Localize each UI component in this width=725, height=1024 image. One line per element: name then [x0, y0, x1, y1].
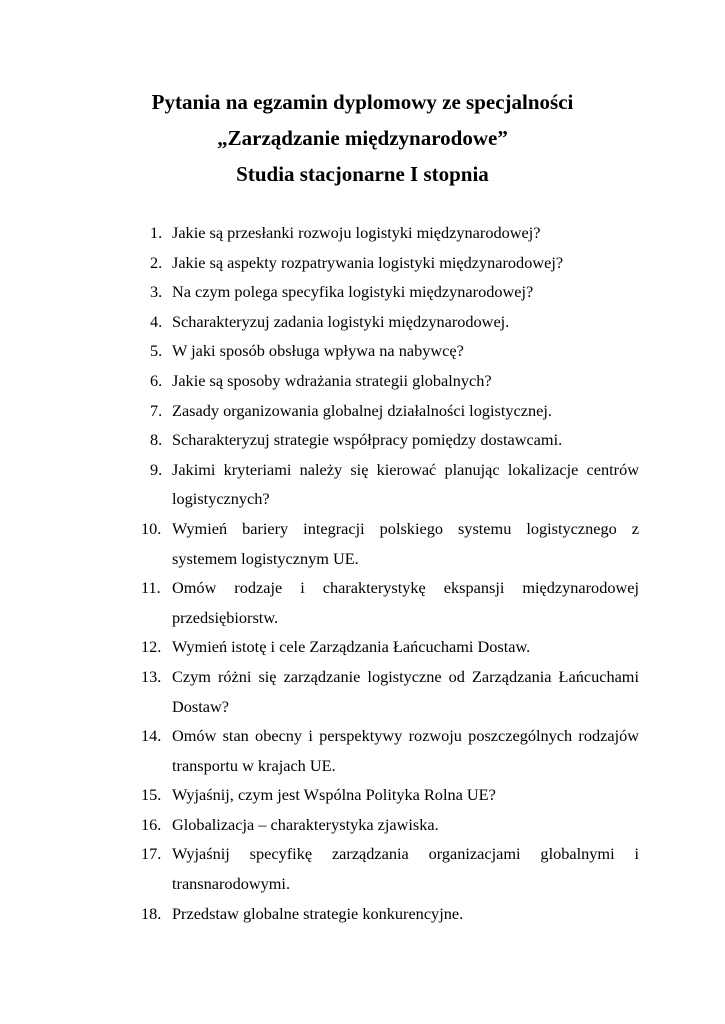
question-number: 12.: [141, 637, 162, 657]
list-item: [141, 780, 639, 810]
question-text: Wyjaśnij, czym jest Wspólna Polityka Rolna UE?: [172, 785, 496, 805]
list-item: [141, 218, 639, 248]
question-number: 5.: [150, 341, 163, 361]
question-text: Omów stan obecny i perspektywy rozwoju poszczególnych rodzajów transportu w krajach UE.: [172, 726, 639, 775]
question-number: 6.: [150, 370, 163, 390]
list-item: [141, 455, 639, 514]
list-item: [141, 307, 639, 337]
list-item: [141, 514, 639, 573]
question-text: Scharakteryzuj strategie współpracy pomiędzy dostawcami.: [172, 430, 563, 450]
list-item: [141, 396, 639, 426]
question-text: Jakie są sposoby wdrażania strategii globalnych?: [172, 370, 492, 390]
question-number: 8.: [150, 430, 163, 450]
list-item: [141, 248, 639, 278]
question-number: 4.: [150, 311, 163, 331]
question-number: 17.: [141, 844, 162, 864]
list-item: [141, 336, 639, 366]
question-text: Wymień bariery integracji polskiego systemu logistycznego z systemem logistycznym UE.: [172, 518, 639, 568]
question-text: Scharakteryzuj zadania logistyki międzynarodowej.: [172, 311, 510, 331]
document-title: [0, 84, 725, 192]
question-number: 3.: [150, 282, 163, 302]
question-text: Zasady organizowania globalnej działalności logistycznej.: [172, 400, 552, 420]
question-number: 11.: [141, 578, 161, 598]
list-item: [141, 366, 639, 396]
question-text: Jakie są aspekty rozpatrywania logistyki międzynarodowej?: [172, 252, 564, 272]
question-number: 13.: [141, 666, 162, 686]
question-number: 15.: [141, 785, 162, 805]
question-number: 10.: [141, 518, 162, 538]
list-item: [141, 899, 639, 929]
question-text: Jakie są przesłanki rozwoju logistyki międzynarodowej?: [172, 223, 541, 242]
question-text: Wymień istotę i cele Zarządzania Łańcuchami Dostaw.: [172, 637, 531, 657]
question-text: Na czym polega specyfika logistyki międzynarodowej?: [172, 282, 534, 302]
list-item: [141, 632, 639, 662]
list-item: [141, 425, 639, 455]
list-item: [141, 277, 639, 307]
question-text: Globalizacja – charakterystyka zjawiska.: [172, 814, 439, 834]
question-number: 1.: [150, 223, 163, 242]
question-number: 18.: [141, 903, 162, 923]
question-text: Czym różni się zarządzanie logistyczne od Zarządzania Łańcuchami Dostaw?: [172, 666, 639, 716]
question-number: 2.: [150, 252, 163, 272]
question-number: 14.: [141, 726, 162, 746]
questions-list: [141, 218, 639, 928]
question-text: Omów rodzaje i charakterystykę ekspansji międzynarodowej przedsiębiorstw.: [172, 578, 639, 627]
question-text: Przedstaw globalne strategie konkurencyjne.: [172, 903, 464, 923]
question-text: W jaki sposób obsługa wpływa na nabywcę?: [172, 341, 464, 361]
title-line-2: „Zarządzanie międzynarodowe”: [217, 126, 508, 150]
list-item: [141, 573, 639, 632]
question-number: 7.: [150, 400, 163, 420]
title-line-3: Studia stacjonarne I stopnia: [236, 162, 489, 186]
list-item: [141, 662, 639, 721]
list-item: [141, 721, 639, 780]
question-number: 16.: [141, 814, 162, 834]
list-item: [141, 810, 639, 840]
question-text: Jakimi kryteriami należy się kierować planując lokalizacje centrów logistycznych?: [172, 459, 639, 509]
question-number: 9.: [150, 459, 163, 479]
title-line-1: Pytania na egzamin dyplomowy ze specjalności: [151, 90, 574, 114]
question-text: Wyjaśnij specyfikę zarządzania organizacjami globalnymi i transnarodowymi.: [172, 844, 639, 894]
list-item: [141, 839, 639, 898]
